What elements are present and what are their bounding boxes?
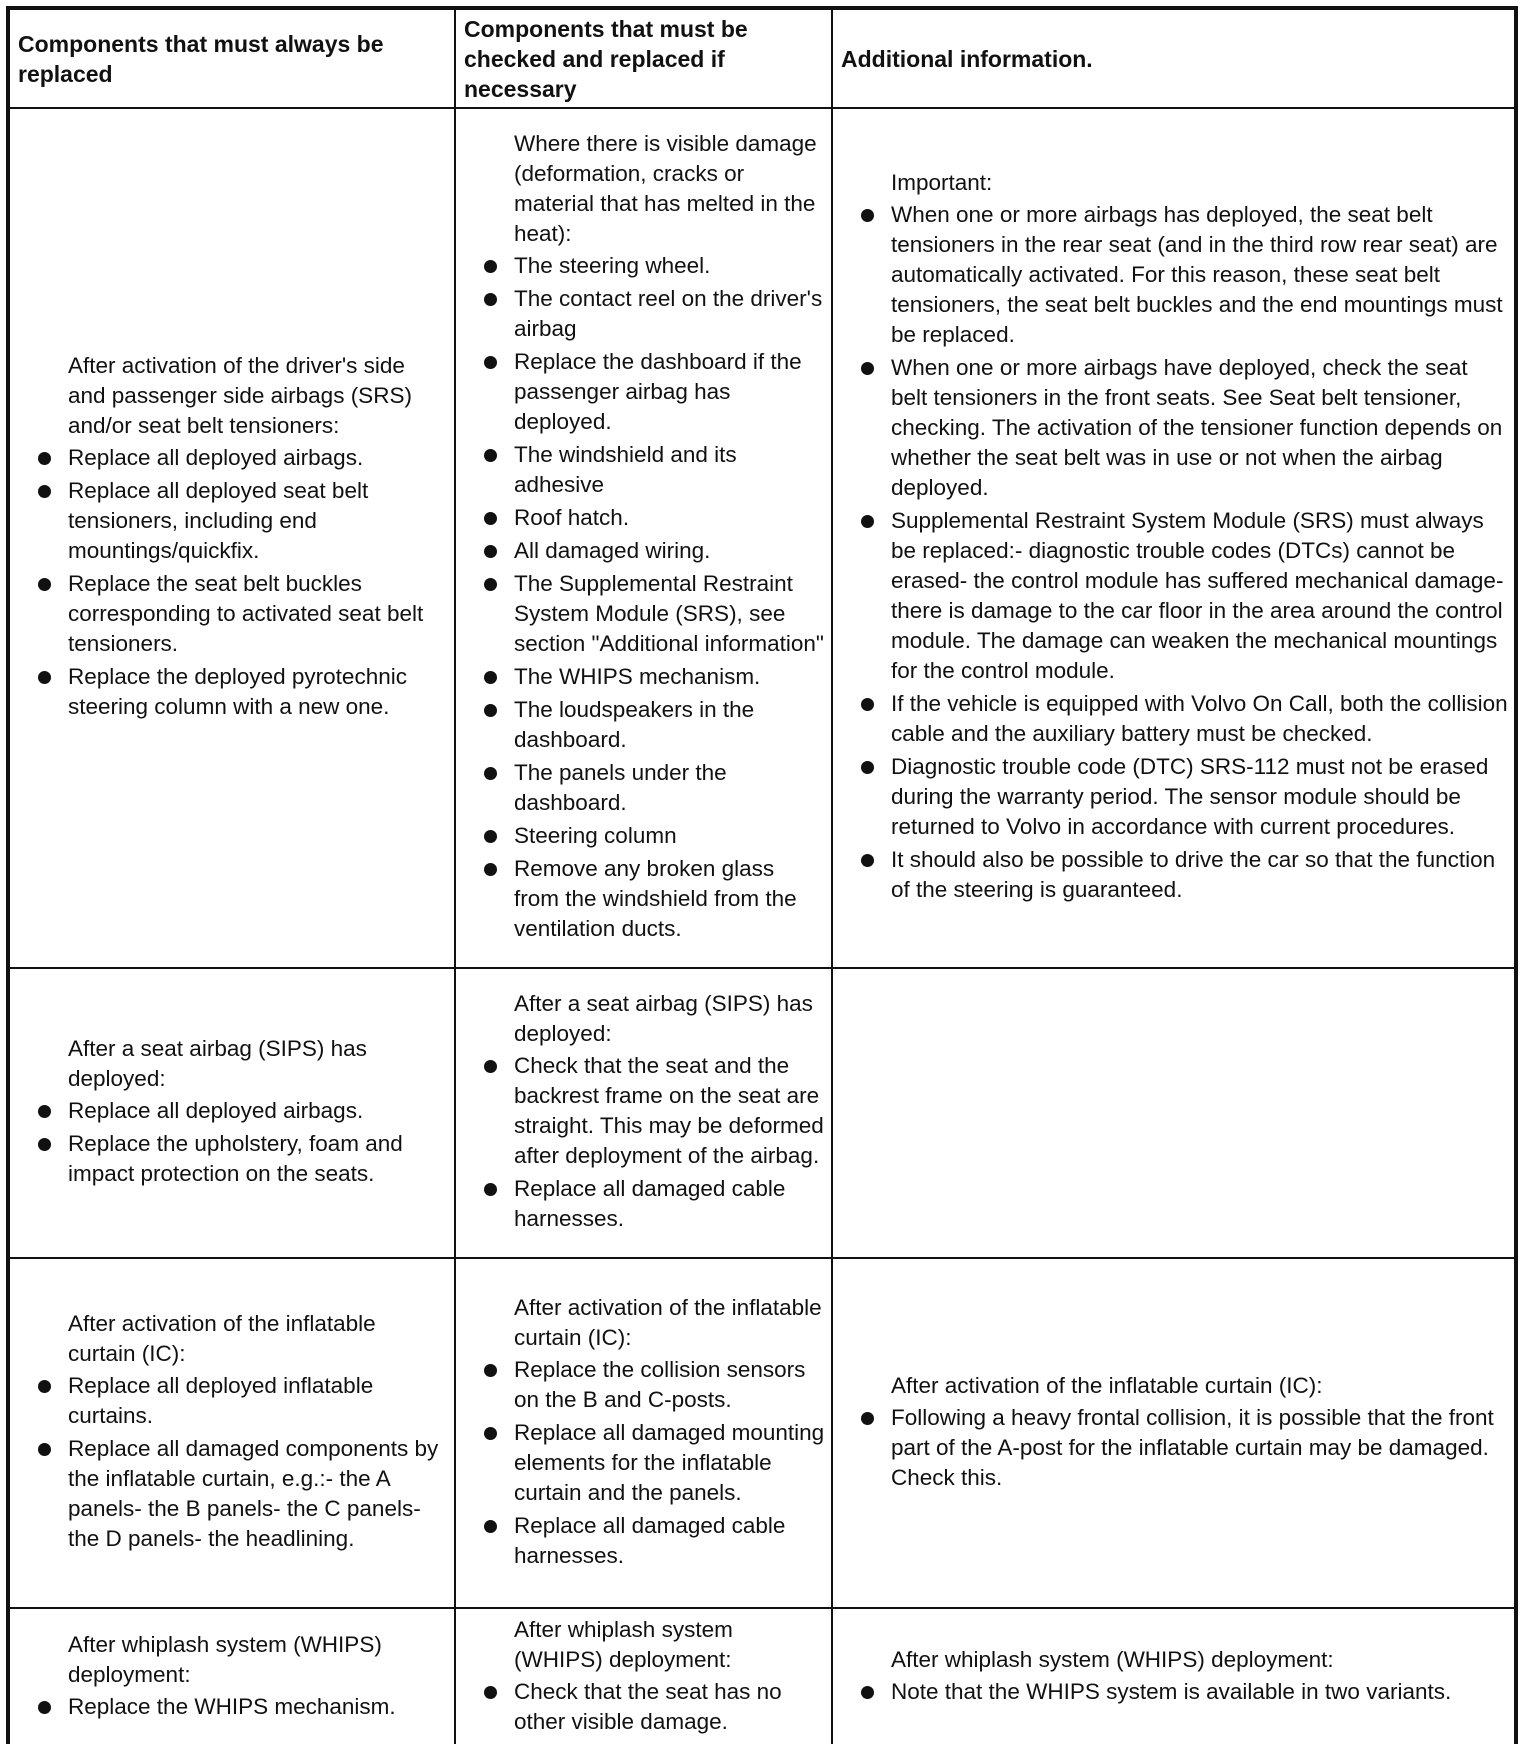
bullet-icon bbox=[484, 1427, 497, 1440]
bullet-icon bbox=[484, 1520, 497, 1533]
bullet-icon bbox=[861, 698, 874, 711]
list-item bbox=[462, 758, 825, 818]
list-item-text: Replace the dashboard if the passenger airbag has deployed. bbox=[514, 349, 802, 434]
list-item bbox=[462, 251, 825, 281]
list-item bbox=[16, 443, 448, 473]
list-item-text: Replace all deployed inflatable curtains. bbox=[68, 1373, 374, 1428]
list-item bbox=[839, 1403, 1508, 1493]
header-check-and-replace: Components that must be checked and replaced if necessary bbox=[455, 8, 832, 108]
list-item-text: The windshield and its adhesive bbox=[514, 442, 737, 497]
list-item-text: Replace all deployed seat belt tensioners, including end mountings/quickfix. bbox=[68, 478, 369, 563]
bullet-icon bbox=[861, 1412, 874, 1425]
bullet-list bbox=[16, 1692, 448, 1722]
cell-content bbox=[456, 1287, 831, 1580]
list-item-text: The loudspeakers in the dashboard. bbox=[514, 697, 755, 752]
cell-content bbox=[833, 1365, 1514, 1502]
cell-intro-text: After whiplash system (WHIPS) deployment: bbox=[891, 1647, 1334, 1672]
list-item-text: Check that the seat has no other visible damage. bbox=[514, 1679, 782, 1734]
table-cell-col3 bbox=[832, 1608, 1516, 1744]
bullet-icon bbox=[484, 1686, 497, 1699]
list-item bbox=[839, 752, 1508, 842]
bullet-icon bbox=[484, 293, 497, 306]
cell-content bbox=[10, 1303, 454, 1563]
list-item-text: The Supplemental Restraint System Module (SRS), see section "Additional information" bbox=[514, 571, 824, 656]
cell-content bbox=[10, 1028, 454, 1198]
srs-components-table bbox=[6, 6, 1518, 1744]
list-item bbox=[16, 1692, 448, 1722]
bullet-icon bbox=[861, 362, 874, 375]
bullet-icon bbox=[484, 1364, 497, 1377]
bullet-icon bbox=[484, 578, 497, 591]
table-cell-col2 bbox=[455, 1608, 832, 1744]
list-item-text: Replace all deployed airbags. bbox=[68, 1098, 364, 1123]
bullet-icon bbox=[484, 830, 497, 843]
bullet-icon bbox=[861, 1686, 874, 1699]
cell-intro-text: After activation of the inflatable curtain (IC): bbox=[514, 1294, 822, 1350]
cell-content bbox=[833, 162, 1514, 914]
bullet-icon bbox=[484, 260, 497, 273]
bullet-icon bbox=[38, 1105, 51, 1118]
bullet-list bbox=[16, 443, 448, 722]
list-item bbox=[839, 845, 1508, 905]
bullet-list bbox=[462, 251, 825, 944]
list-item-text: The steering wheel. bbox=[514, 253, 711, 278]
header-always-replaced: Components that must always be replaced bbox=[8, 8, 455, 108]
header-additional-info: Additional information. bbox=[832, 8, 1516, 108]
bullet-icon bbox=[861, 761, 874, 774]
bullet-icon bbox=[38, 485, 51, 498]
bullet-icon bbox=[38, 1380, 51, 1393]
cell-intro-text: After activation of the inflatable curtain (IC): bbox=[68, 1311, 376, 1366]
bullet-icon bbox=[484, 704, 497, 717]
list-item bbox=[462, 1355, 825, 1415]
bullet-icon bbox=[484, 767, 497, 780]
bullet-icon bbox=[38, 452, 51, 465]
list-item bbox=[462, 284, 825, 344]
table-cell-col1 bbox=[8, 1608, 455, 1744]
table-cell-col1 bbox=[8, 1258, 455, 1608]
list-item bbox=[462, 1418, 825, 1508]
cell-intro-text: Important: bbox=[891, 170, 993, 195]
list-item-text: Diagnostic trouble code (DTC) SRS-112 must not be erased during the warranty period. The sensor module should be returned to Volvo in accordance with current procedures. bbox=[891, 754, 1489, 839]
list-item bbox=[462, 695, 825, 755]
list-item bbox=[462, 536, 825, 566]
bullet-icon bbox=[484, 863, 497, 876]
table-cell-col1 bbox=[8, 968, 455, 1258]
bullet-icon bbox=[484, 449, 497, 462]
cell-intro-text: After a seat airbag (SIPS) has deployed: bbox=[68, 1036, 367, 1091]
list-item-text: If the vehicle is equipped with Volvo On Call, both the collision cable and the auxiliary battery must be checked. bbox=[891, 691, 1508, 746]
list-item-text: Remove any broken glass from the windshield from the ventilation ducts. bbox=[514, 856, 797, 941]
list-item-text: The panels under the dashboard. bbox=[514, 760, 727, 815]
list-item bbox=[16, 662, 448, 722]
cell-intro-text: After whiplash system (WHIPS) deployment: bbox=[68, 1632, 382, 1687]
list-item bbox=[462, 347, 825, 437]
list-item-text: Replace all damaged cable harnesses. bbox=[514, 1176, 786, 1231]
bullet-icon bbox=[861, 209, 874, 222]
cell-content bbox=[10, 1624, 454, 1731]
table-header-row bbox=[8, 8, 1516, 108]
list-item-text: Replace all damaged cable harnesses. bbox=[514, 1512, 786, 1568]
cell-content bbox=[456, 1609, 831, 1744]
list-item-text: It should also be possible to drive the car so that the function of the steering is guaranteed. bbox=[891, 847, 1496, 902]
cell-intro-text: After whiplash system (WHIPS) deployment: bbox=[514, 1617, 733, 1672]
list-item-text: Steering column bbox=[514, 823, 677, 848]
bullet-list bbox=[462, 1051, 825, 1234]
list-item bbox=[462, 440, 825, 500]
list-item bbox=[16, 569, 448, 659]
table-row-airbag-srs bbox=[8, 108, 1516, 968]
bullet-list bbox=[16, 1371, 448, 1554]
list-item bbox=[16, 1371, 448, 1431]
list-item bbox=[462, 1174, 825, 1234]
list-item bbox=[16, 476, 448, 566]
bullet-list bbox=[839, 1403, 1508, 1493]
list-item bbox=[462, 1511, 825, 1571]
list-item-text: Replace the seat belt buckles corresponding to activated seat belt tensioners. bbox=[68, 571, 424, 656]
table-cell-col1 bbox=[8, 108, 455, 968]
bullet-icon bbox=[38, 671, 51, 684]
list-item-text: When one or more airbags have deployed, check the seat belt tensioners in the front seats. See Seat belt tensioner, checking. The activation of the tensioner function depends on whether the seat belt was in use or not when the airbag deployed. bbox=[891, 355, 1503, 500]
list-item-text: All damaged wiring. bbox=[514, 538, 711, 563]
table-row-seat-airbag-sips bbox=[8, 968, 1516, 1258]
list-item bbox=[839, 353, 1508, 503]
list-item bbox=[16, 1434, 448, 1554]
list-item-text: Replace the upholstery, foam and impact protection on the seats. bbox=[68, 1131, 403, 1186]
bullet-list bbox=[16, 1096, 448, 1189]
list-item bbox=[462, 854, 825, 944]
cell-intro-text: Where there is visible damage (deformation, cracks or material that has melted in the heat): bbox=[514, 131, 817, 246]
cell-content bbox=[456, 123, 831, 953]
list-item-text: Roof hatch. bbox=[514, 505, 630, 530]
cell-intro-text: After a seat airbag (SIPS) has deployed: bbox=[514, 991, 813, 1046]
list-item bbox=[462, 1051, 825, 1171]
table-row-inflatable-curtain bbox=[8, 1258, 1516, 1608]
table-cell-col2 bbox=[455, 108, 832, 968]
bullet-icon bbox=[38, 1443, 51, 1456]
cell-content bbox=[833, 1639, 1514, 1716]
list-item bbox=[462, 821, 825, 851]
bullet-icon bbox=[484, 1183, 497, 1196]
table-cell-col2 bbox=[455, 968, 832, 1258]
list-item-text: Check that the seat and the backrest frame on the seat are straight. This may be deformed after deployment of the airbag. bbox=[514, 1053, 824, 1168]
list-item-text: When one or more airbags has deployed, the seat belt tensioners in the rear seat (and in the third row rear seat) are automatically activated. For this reason, these seat belt tensioners, the seat belt buckles and the end mountings must be replaced. bbox=[891, 202, 1503, 347]
cell-content bbox=[10, 345, 454, 731]
bullet-icon bbox=[484, 545, 497, 558]
bullet-icon bbox=[484, 671, 497, 684]
table-cell-col2 bbox=[455, 1258, 832, 1608]
list-item bbox=[839, 200, 1508, 350]
bullet-icon bbox=[484, 512, 497, 525]
table-cell-col3 bbox=[832, 1258, 1516, 1608]
bullet-icon bbox=[484, 1060, 497, 1073]
list-item bbox=[839, 689, 1508, 749]
table-cell-col3 bbox=[832, 968, 1516, 1258]
cell-content bbox=[456, 983, 831, 1243]
bullet-icon bbox=[38, 578, 51, 591]
table-cell-col3 bbox=[832, 108, 1516, 968]
list-item bbox=[462, 503, 825, 533]
list-item-text: The contact reel on the driver's airbag bbox=[514, 286, 823, 341]
bullet-icon bbox=[484, 356, 497, 369]
list-item-text: Replace all deployed airbags. bbox=[68, 445, 364, 470]
list-item bbox=[462, 569, 825, 659]
list-item-text: Replace all damaged mounting elements for the inflatable curtain and the panels. bbox=[514, 1419, 825, 1505]
bullet-list bbox=[839, 1677, 1508, 1707]
bullet-icon bbox=[861, 854, 874, 867]
cell-intro-text: After activation of the driver's side and passenger side airbags (SRS) and/or seat belt tensioners: bbox=[68, 353, 412, 438]
list-item bbox=[16, 1129, 448, 1189]
list-item-text: Supplemental Restraint System Module (SRS) must always be replaced:- diagnostic trouble codes (DTCs) cannot be erased- the control module has suffered mechanical damage- there is damage to the car floor in the area around the control module. The damage can weaken the mechanical mountings for the control module. bbox=[891, 508, 1504, 683]
cell-content bbox=[833, 1107, 1514, 1119]
list-item-text: Replace the deployed pyrotechnic steering column with a new one. bbox=[68, 664, 407, 719]
bullet-list bbox=[462, 1355, 825, 1571]
bullet-icon bbox=[38, 1701, 51, 1714]
bullet-list bbox=[839, 200, 1508, 905]
bullet-icon bbox=[861, 515, 874, 528]
list-item bbox=[462, 1677, 825, 1737]
bullet-list bbox=[462, 1677, 825, 1737]
list-item-text: Replace all damaged components by the inflatable curtain, e.g.:- the A panels- the B panels- the C panels- the D panels- the headlining. bbox=[68, 1436, 439, 1551]
list-item-text: The WHIPS mechanism. bbox=[514, 664, 761, 689]
list-item bbox=[16, 1096, 448, 1126]
list-item bbox=[462, 662, 825, 692]
table-row-whips bbox=[8, 1608, 1516, 1744]
list-item bbox=[839, 1677, 1508, 1707]
list-item-text: Following a heavy frontal collision, it is possible that the front part of the A-post for the inflatable curtain may be damaged. Check this. bbox=[891, 1404, 1494, 1490]
list-item bbox=[839, 506, 1508, 686]
list-item-text: Replace the collision sensors on the B and C-posts. bbox=[514, 1356, 806, 1412]
cell-intro-text: After activation of the inflatable curtain (IC): bbox=[891, 1372, 1323, 1398]
list-item-text: Note that the WHIPS system is available in two variants. bbox=[891, 1679, 1452, 1704]
list-item-text: Replace the WHIPS mechanism. bbox=[68, 1694, 396, 1719]
bullet-icon bbox=[38, 1138, 51, 1151]
